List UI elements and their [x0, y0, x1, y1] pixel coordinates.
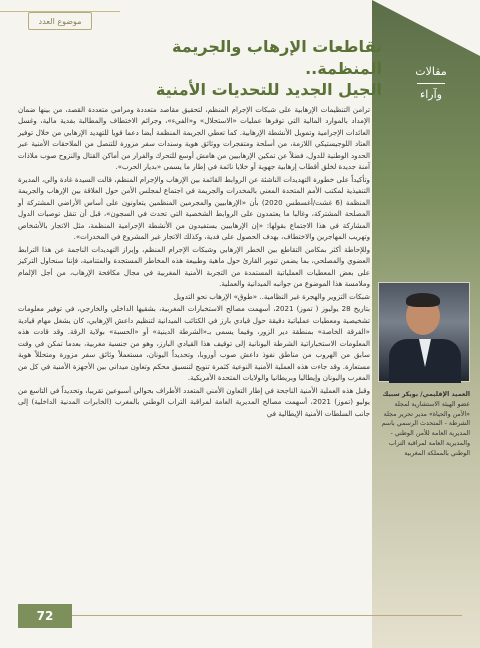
paragraph-2: وتأكيداً على خطورة التهديدات الناشئة عن الروابط القائمة بين الإرهاب والإجرام المنظم، قالت السيدة غادة والي، المديرة التنفيذية لمكتب الأمم المتحدة المعني بالمخدرات والجريمة في اجتماع لمجلس الأمن حول العلاقة بين الإرهاب والجريمة المنظمة (6 غشت/أغسطس 2020) بأن «الإرهابيين والمجرمين المنظمين يتعاونون على أساس الأراضي المشتركة أو المصلحة المشتركة، وغالبا ما يعتمدون على الروابط الشخصية التي تحدث في السجون»، قبل أن تنقل توصيات الدول المشاركة في هذا الاجتماع بقولها: «إن الإرهابيين يستفيدون من الأنشطة الإجرامية المنظمة، مثل الاتجار بالأشخاص وتهريب المهاجرين والاختطاف، بهدف الحصول على فدية، وكذلك الاتجار غير المشروع في المخدرات». — [18, 174, 370, 242]
section-title: مقالات — [415, 64, 447, 78]
subheading: شبكات التزوير والهجرة غير النظامية.. «طوق» الإرهاب نحو التدويل — [173, 291, 370, 301]
section-label — [398, 48, 464, 118]
article-body — [18, 104, 370, 420]
paragraph-6: وقبل هذه العملية الأمنية الناجحة في إطار التعاون الأمني المتعدد الأطراف بحوالي أسبوعين تقريبا، وتحديداً في التاسع من يوليو (تموز) 2021، أسهمت مصالح المديرية العامة لمراقبة التراب الوطني بالمغرب (الخابرات المدنية الداخلية) إلى جانب السلطات الأمنية الإيطالية في — [18, 385, 370, 418]
paragraph-5: بتاريخ 28 يوليوز ( تموز) 2021، أسهمت مصالح الاستخبارات المغربية، بشقيها الداخلي والخارجي، في توفير معلومات تشخيصية ومعطيات عملياتية دقيقة حول قيادي بارز في الكتائب الميدانية لتنظيم داعش الإرهابي، كان يشغل مهام قيادية «الفرقة الخاصة» بمنطقة دير الزور، وفيما يسمى بـ«الشرطة الدينية» أو «الحسبة» بولاية الرقة. وقد قادت هذه المعلومات الاستخباراتية الشرطة اليونانية إلى توقيف هذا القيادي البارز، وهو من جنسية مغربية، بعدما تمكن في وقت سابق من الهروب من مناطق نفوذ داعش صوب أوروبا، وتحديداً اليونان، مستعملاً وثائق سفر مزورة ومتحللاً هوية مستعارة. وقد جاءت هذه العملية الأمنية النوعية كثمرة تنويج لتنسيق محكم وتعاون ميداني بين الأجهزة الأمنية في كل من المغرب واليونان وإيطاليا وبريطانيا والولايات المتحدة الأمريكية. — [18, 304, 370, 383]
author-column — [378, 282, 470, 512]
photo-hair — [406, 293, 440, 307]
footer-rule — [72, 615, 462, 616]
article-title — [120, 36, 382, 101]
header-rule — [0, 0, 120, 12]
section-subtitle: وآراء — [420, 87, 442, 101]
author-caption — [378, 390, 470, 458]
issue-topic-tab: موضوع العدد — [28, 12, 92, 30]
paragraph-1: ترامن التنظيمات الإرهابية على شبكات الإجرام المنظم، لتحقيق مقاصد متعددة ومرامي متعددة القصد، من بينها ضمان الإمداد بالموارد المالية التي توفرها عمليات «الاستحلال» و«الفيء»، وجرائم الاختطاف والمطالبة بفدية مالية، وغسل العائدات الإجرامية وتمويل الأنشطة الإرهابية. كما تعطي الجريمة المنظمة أيضا دعما قويا للتهديد الإرهابي من خلال توفير العتاد اللوجيستيكي اللازمة، من أسلحة ومتفجرات ووثائق هوية وسندات سفر مزورة للتنصل من الملاحقات الأمنية عبر الحدود الوطنية للدول، فضلاً عن تمكين الإرهابيين من هامش أوسع للتحرك والفرار من أماكن القتال والنزوح صوب ملاذات آمنة جديدة لخلق أقطاب إرهابية جهوية أو خلايا نائمة في إطار ما يسمى «بديار الحرب». — [18, 105, 370, 172]
author-photo — [378, 282, 470, 382]
author-role: عضو الهيئة الاستشارية لمجلة «الأمن والحياة» مدير تحرير مجلة الشرطة - المتحدث الرسمي باسم المديرية العامة للأمن الوطني - والمديرية العامة لمراقبة التراب الوطني بالمملكة المغربية — [381, 400, 470, 457]
paragraph-3: وللإحاطة أكثر بمكامن التقاطع بين الخطر الإرهابي وشبكات الإجرام المنظم، وإبراز التهديدات الناجمة عن هذا الترابط العضوي والمصلحي، بما يضمن تنوير القارئ حول ماهية وطبيعة هذه المخاطر المستجدة والمتنامية، فإننا سنحاول التركيز على بعض المعطيات العملياتية المستمدة من التجربة الأمنية المغربية في مجال مكافحة الإرهاب، من أجل الإلمام وملامسة هذا الموضوع من جوانبه الميدانية والعملية. — [18, 244, 370, 289]
section-divider — [417, 83, 445, 84]
title-line-1: تقاطعات الإرهاب والجريمة المنظمة.. — [171, 37, 382, 78]
page-number: 72 — [18, 604, 72, 628]
author-name: العميد الإقليمي/ بوبكر سبيك — [382, 391, 470, 398]
title-line-2: الجيل الجديد للتحديات الأمنية — [155, 80, 382, 100]
